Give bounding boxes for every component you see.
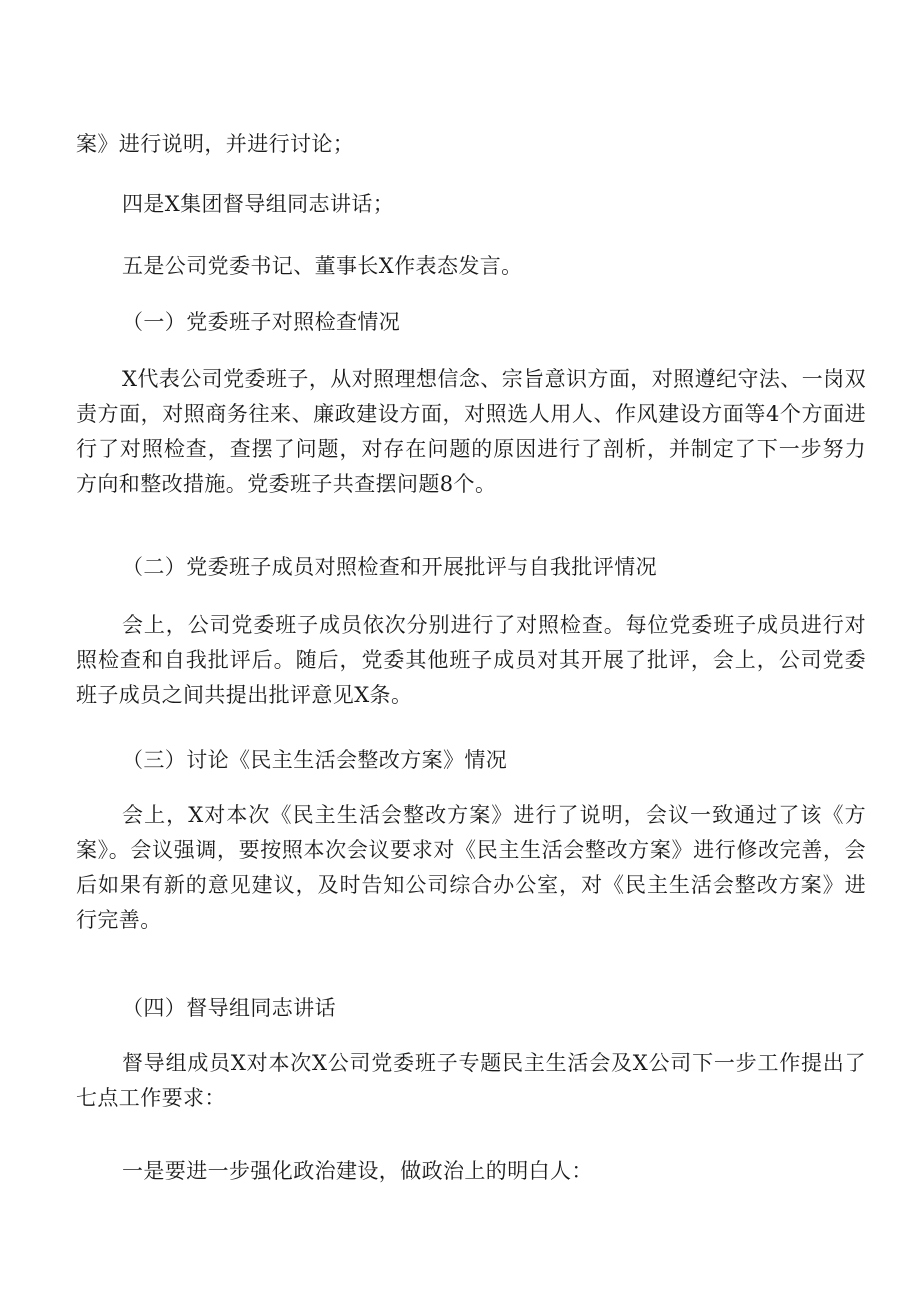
text-line: 案》进行说明，并进行讨论；: [76, 132, 355, 156]
section-heading: （二）党委班子成员对照检查和开展批评与自我批评情况: [122, 555, 657, 579]
section-heading: （四）督导组同志讲话: [122, 996, 336, 1020]
paragraph: 督导组成员X对本次X公司党委班子专题民主生活会及X公司下一步工作提出了七点工作要求：: [76, 1051, 866, 1110]
paragraph: 会上，X对本次《民主生活会整改方案》进行了说明，会议一致通过了该《方案》。会议强调，要按照本次会议要求对《民主生活会整改方案》进行修改完善，会后如果有新的意见建议，及时告知公司综合办公室，对《民主生活会整改方案》进行完善。: [76, 803, 866, 932]
paragraph: X代表公司党委班子，从对照理想信念、宗旨意识方面，对照遵纪守法、一岗双责方面，对照商务往来、廉政建设方面，对照选人用人、作风建设方面等4个方面进行了对照检查，查摆了问题，对存在问题的原因进行了剖析，并制定了下一步努力方向和整改措施。党委班子共查摆问题8个。: [76, 367, 866, 496]
paragraph: 会上，公司党委班子成员依次分别进行了对照检查。每位党委班子成员进行对照检查和自我批评后。随后，党委其他班子成员对其开展了批评，会上，公司党委班子成员之间共提出批评意见X条。: [76, 613, 866, 707]
section-heading: （一）党委班子对照检查情况: [122, 310, 401, 334]
text-line: 四是X集团督导组同志讲话；: [122, 192, 395, 216]
text-line: 一是要进一步强化政治建设，做政治上的明白人：: [122, 1159, 593, 1183]
section-heading: （三）讨论《民主生活会整改方案》情况: [122, 748, 508, 772]
text-line: 五是公司党委书记、董事长X作表态发言。: [122, 254, 523, 278]
